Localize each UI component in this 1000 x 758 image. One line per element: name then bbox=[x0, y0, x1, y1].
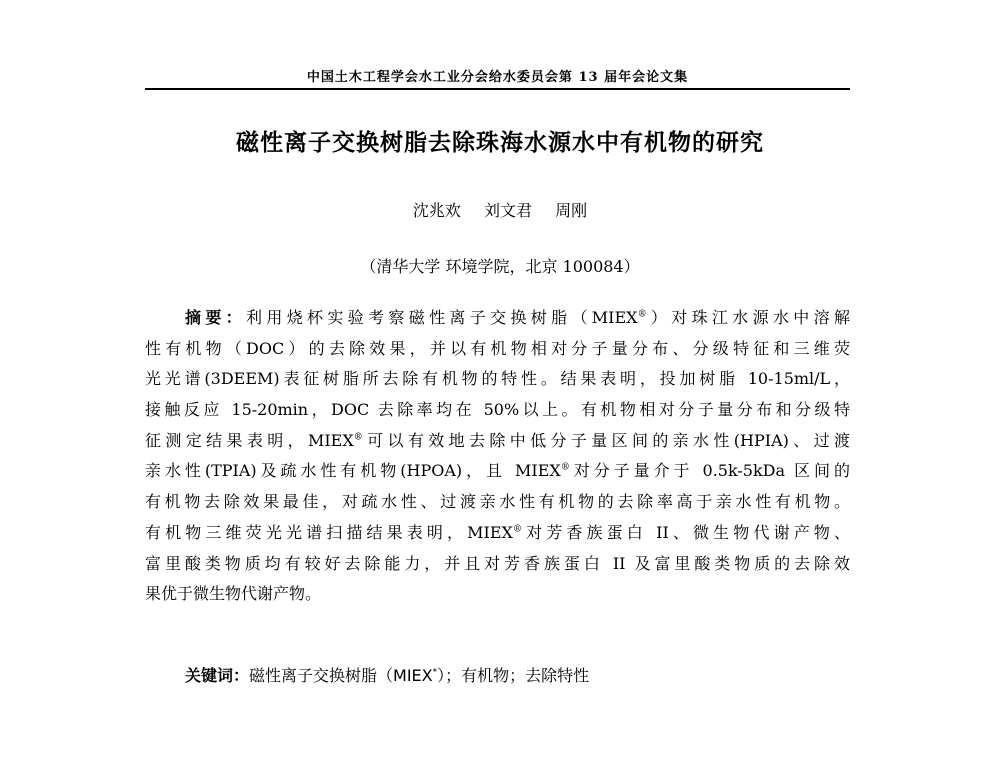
abstract-line bbox=[145, 426, 850, 457]
keywords-label: 关键词： bbox=[185, 666, 250, 685]
abstract-text: 利用烧杯实验考察磁性离子交换树脂（MIEX bbox=[246, 308, 638, 327]
abstract-text: 可以有效地去除中低分子量区间的亲水性(HPIA)、过渡 bbox=[362, 430, 850, 450]
abstract-line bbox=[145, 364, 850, 395]
abstract-label: 摘要： bbox=[185, 308, 247, 327]
abstract-line bbox=[145, 456, 850, 487]
paper-title: 磁性离子交换树脂去除珠海水源水中有机物的研究 bbox=[236, 130, 764, 156]
abstract-text: 征测定结果表明，MIEX bbox=[145, 430, 354, 450]
author-name: 刘文君 bbox=[483, 201, 532, 220]
registered-mark: ® bbox=[637, 309, 647, 320]
abstract-line bbox=[145, 579, 850, 610]
abstract-text: 富里酸类物质均有较好去除能力，并且对芳香族蛋白 II 及富里酸类物质的去除效 bbox=[145, 553, 850, 573]
keywords-text: 磁性离子交换树脂（MIEX bbox=[249, 666, 433, 685]
abstract-text: 有机物去除效果最佳，对疏水性、过渡亲水性有机物的去除率高于亲水性有机物。 bbox=[145, 492, 850, 512]
abstract-line bbox=[145, 334, 850, 365]
abstract-line bbox=[145, 487, 850, 518]
abstract-line bbox=[145, 303, 850, 334]
author-list bbox=[240, 198, 760, 221]
header-rule bbox=[145, 88, 850, 90]
abstract-line bbox=[145, 518, 850, 549]
abstract-line bbox=[145, 395, 850, 426]
abstract-text: 有机物三维荧光光谱扫描结果表明，MIEX bbox=[145, 522, 513, 542]
abstract bbox=[145, 303, 850, 610]
keywords-text: ）；有机物；去除特性 bbox=[437, 666, 590, 685]
running-header: 中国土木工程学会水工业分会给水委员会第 13 届年会论文集 bbox=[306, 70, 689, 85]
abstract-text: 接触反应 15-20min，DOC 去除率均在 50%以上。有机物相对分子量分布和分级特 bbox=[145, 400, 850, 420]
registered-mark: ® bbox=[353, 432, 363, 443]
abstract-text: 光光谱(3DEEM)表征树脂所去除有机物的特性。结果表明，投加树脂 10-15ml/L， bbox=[145, 369, 850, 389]
abstract-text: 对芳香族蛋白 II、微生物代谢产物、 bbox=[521, 522, 850, 542]
abstract-text: ）对珠江水源水中溶解 bbox=[646, 308, 850, 327]
abstract-text: 亲水性(TPIA)及疏水性有机物(HPOA)，且 MIEX bbox=[145, 461, 561, 481]
registered-mark: ® bbox=[512, 524, 522, 535]
author-name: 沈兆欢 bbox=[412, 201, 461, 220]
abstract-text: 性有机物（DOC）的去除效果，并以有机物相对分子量分布、分级特征和三维荧 bbox=[145, 338, 850, 358]
author-name: 周刚 bbox=[555, 201, 588, 220]
abstract-line bbox=[145, 549, 850, 580]
abstract-text: 对分子量介于 0.5k-5kDa 区间的 bbox=[569, 461, 850, 481]
keywords-sup-mark: * bbox=[432, 667, 438, 678]
affiliation: （清华大学 环境学院，北京 100084） bbox=[360, 257, 640, 276]
registered-mark: ® bbox=[560, 463, 570, 474]
keywords bbox=[185, 663, 589, 686]
abstract-text: 果优于微生物代谢产物。 bbox=[145, 584, 322, 604]
